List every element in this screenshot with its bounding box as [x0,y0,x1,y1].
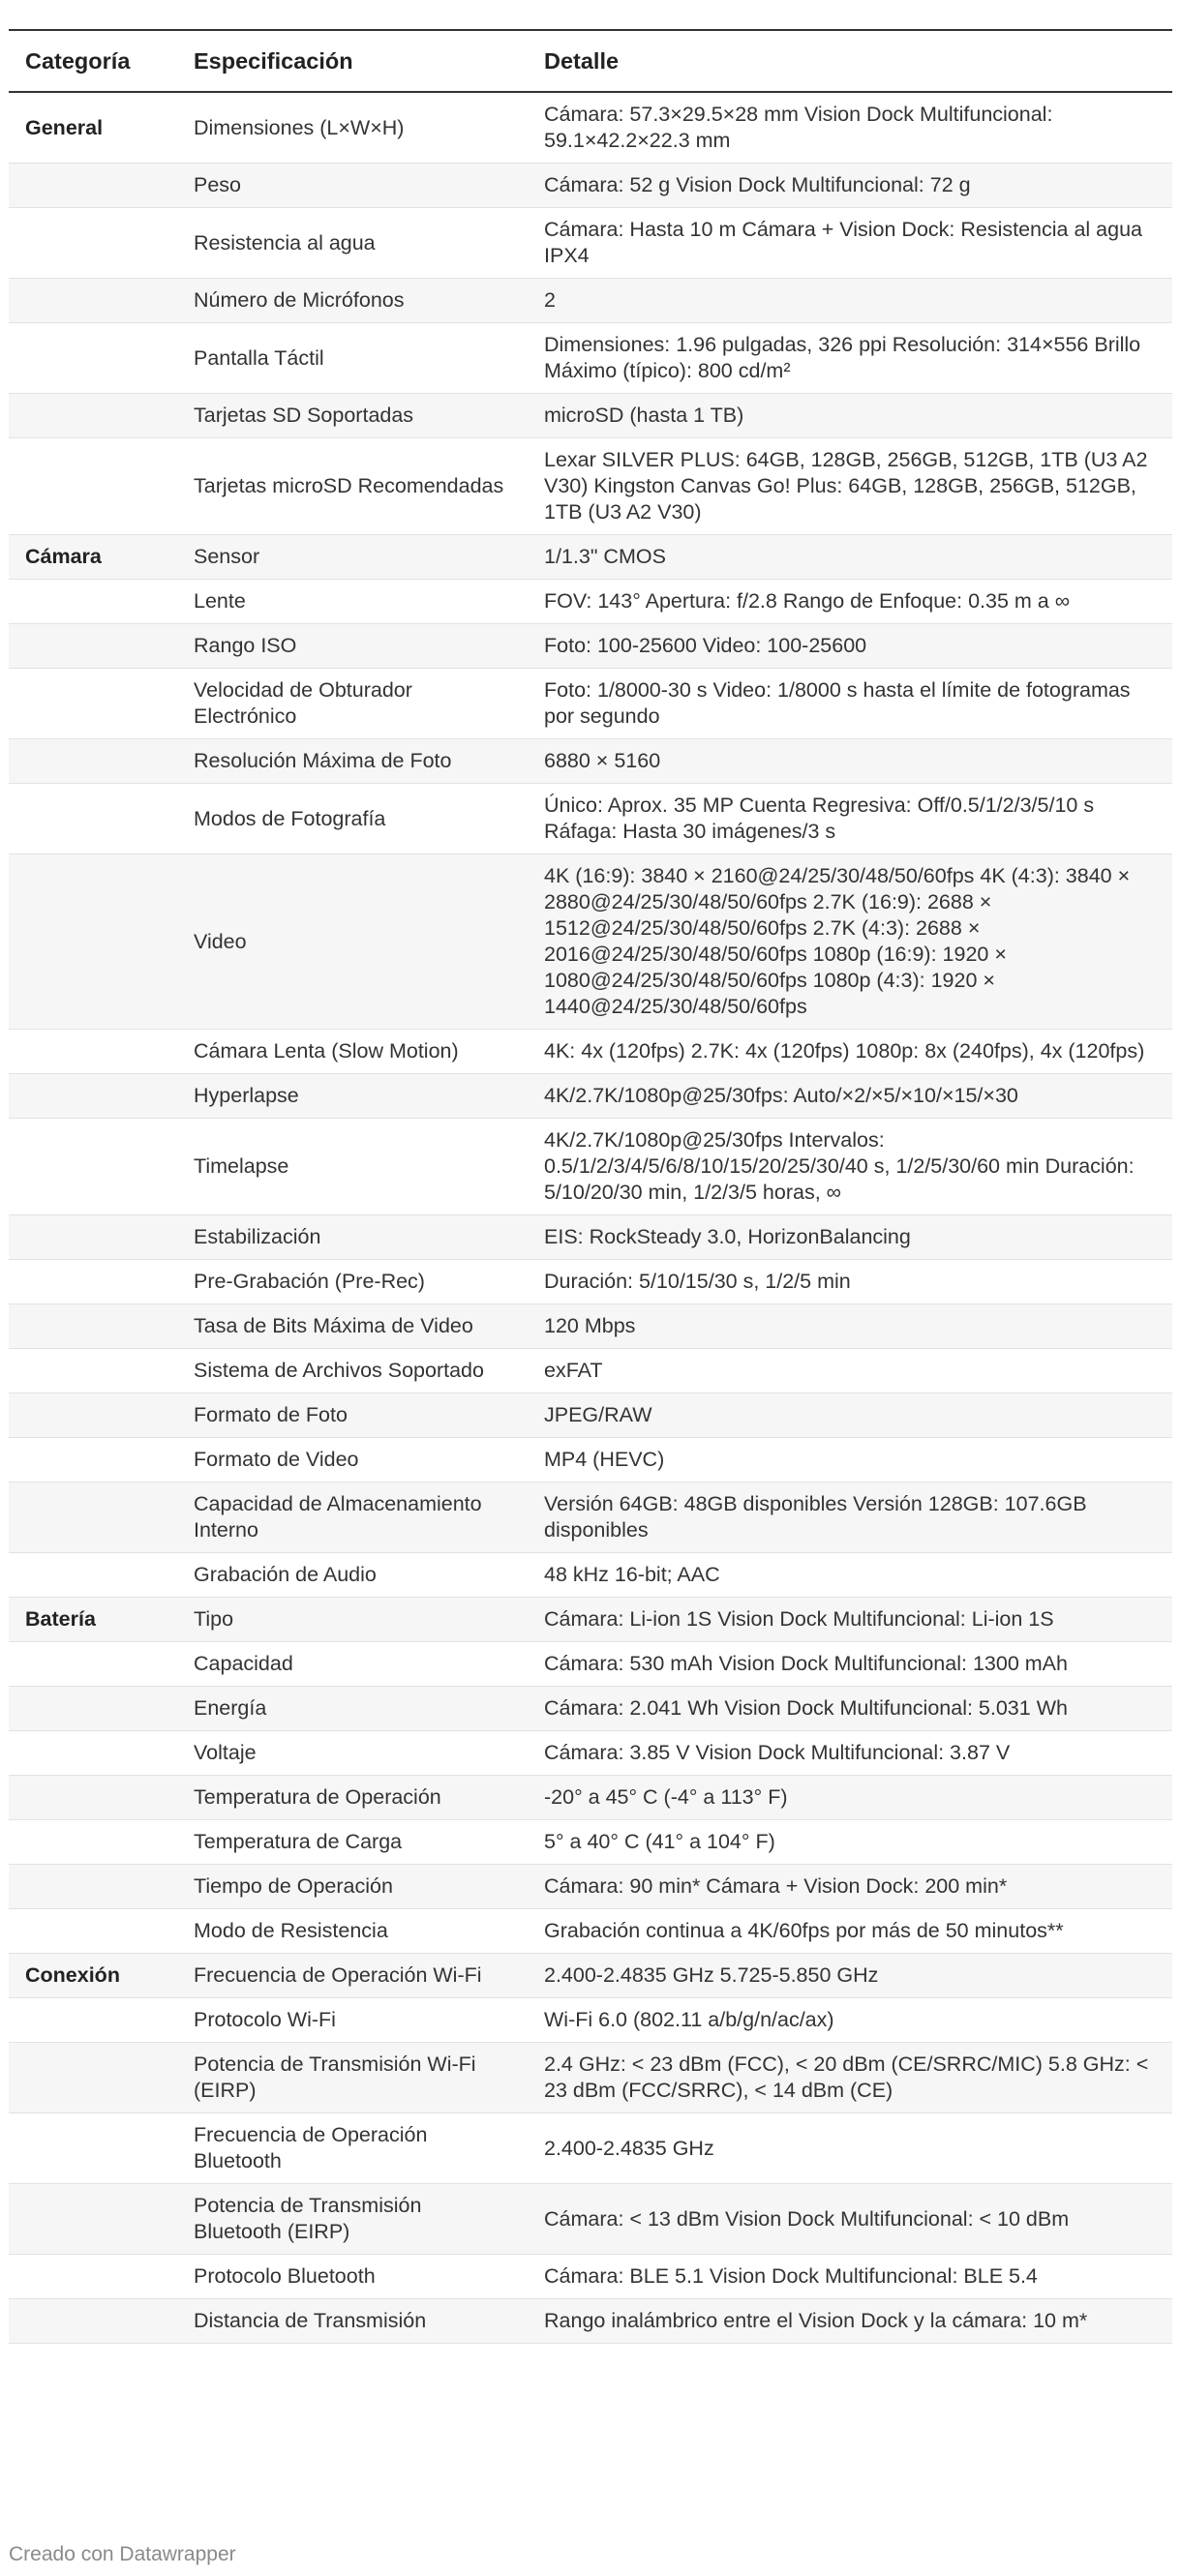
category-cell [9,1865,177,1909]
detail-cell: exFAT [528,1349,1172,1393]
detail-cell: Lexar SILVER PLUS: 64GB, 128GB, 256GB, 512GB, 1TB (U3 A2 V30) Kingston Canvas Go! Plus: 64GB, 128GB, 256GB, 512GB, 1TB (U3 A2 V30) [528,438,1172,535]
category-cell [9,164,177,208]
category-cell: Conexión [9,1954,177,1998]
datawrapper-credit[interactable]: Creado con Datawrapper [9,2543,236,2565]
category-cell [9,1349,177,1393]
category-cell [9,279,177,323]
category-cell: General [9,92,177,164]
spec-cell: Video [177,854,528,1030]
detail-cell: 48 kHz 16-bit; AAC [528,1553,1172,1598]
table-row [9,2113,1172,2184]
category-cell [9,1642,177,1687]
spec-cell: Sistema de Archivos Soportado [177,1349,528,1393]
spec-table [9,29,1172,2344]
spec-cell: Frecuencia de Operación Bluetooth [177,2113,528,2184]
table-row [9,1030,1172,1074]
category-cell [9,1260,177,1304]
spec-cell: Voltaje [177,1731,528,1776]
spec-cell: Potencia de Transmisión Wi-Fi (EIRP) [177,2043,528,2113]
spec-cell: Capacidad [177,1642,528,1687]
table-row [9,208,1172,279]
category-cell [9,2299,177,2344]
table-row [9,164,1172,208]
table-body [9,92,1172,2344]
detail-cell: Grabación continua a 4K/60fps por más de 50 minutos** [528,1909,1172,1954]
table-row [9,438,1172,535]
detail-cell: 120 Mbps [528,1304,1172,1349]
spec-cell: Tipo [177,1598,528,1642]
table-row [9,1776,1172,1820]
detail-cell: Dimensiones: 1.96 pulgadas, 326 ppi Resolución: 314×556 Brillo Máximo (típico): 800 cd/m² [528,323,1172,394]
detail-cell: 6880 × 5160 [528,739,1172,784]
detail-cell: microSD (hasta 1 TB) [528,394,1172,438]
table-row [9,394,1172,438]
spec-cell: Cámara Lenta (Slow Motion) [177,1030,528,1074]
detail-cell: Cámara: 530 mAh Vision Dock Multifuncional: 1300 mAh [528,1642,1172,1687]
detail-cell: Cámara: 3.85 V Vision Dock Multifuncional: 3.87 V [528,1731,1172,1776]
detail-cell: 4K/2.7K/1080p@25/30fps Intervalos: 0.5/1/2/3/4/5/6/8/10/15/20/25/30/40 s, 1/2/5/30/60 min Duración: 5/10/20/30 min, 1/2/3/5 horas, ∞ [528,1119,1172,1215]
detail-cell: 2.400-2.4835 GHz [528,2113,1172,2184]
table-row [9,624,1172,669]
spec-cell: Distancia de Transmisión [177,2299,528,2344]
detail-cell: MP4 (HEVC) [528,1438,1172,1483]
table-row [9,1074,1172,1119]
detail-cell: 5° a 40° C (41° a 104° F) [528,1820,1172,1865]
category-cell: Cámara [9,535,177,580]
spec-cell: Rango ISO [177,624,528,669]
category-cell [9,784,177,854]
spec-cell: Formato de Foto [177,1393,528,1438]
detail-cell: Cámara: 57.3×29.5×28 mm Vision Dock Multifuncional: 59.1×42.2×22.3 mm [528,92,1172,164]
category-cell [9,1731,177,1776]
detail-cell: FOV: 143° Apertura: f/2.8 Rango de Enfoque: 0.35 m a ∞ [528,580,1172,624]
table-row [9,854,1172,1030]
detail-cell: 2.400-2.4835 GHz 5.725-5.850 GHz [528,1954,1172,1998]
detail-cell: -20° a 45° C (-4° a 113° F) [528,1776,1172,1820]
table-row [9,1820,1172,1865]
spec-cell: Hyperlapse [177,1074,528,1119]
table-row [9,1483,1172,1553]
spec-cell: Tiempo de Operación [177,1865,528,1909]
detail-cell: Versión 64GB: 48GB disponibles Versión 128GB: 107.6GB disponibles [528,1483,1172,1553]
table-row [9,1349,1172,1393]
header-detalle: Detalle [528,30,1172,92]
spec-cell: Tarjetas SD Soportadas [177,394,528,438]
spec-cell: Formato de Video [177,1438,528,1483]
table-row [9,1642,1172,1687]
spec-cell: Pantalla Táctil [177,323,528,394]
table-row [9,784,1172,854]
table-row [9,2299,1172,2344]
detail-cell: 4K (16:9): 3840 × 2160@24/25/30/48/50/60fps 4K (4:3): 3840 × 2880@24/25/30/48/50/60fps 2.7K (16:9): 2688 × 1512@24/25/30/48/50/60fps 2.7K (4:3): 2688 × 2016@24/25/30/48/50/60fps 1080p (16:9): 1920 × 1080@24/25/30/48/50/60fps 1080p (4:3): 1920 × 1440@24/25/30/48/50/60fps [528,854,1172,1030]
spec-cell: Dimensiones (L×W×H) [177,92,528,164]
spec-cell: Velocidad de Obturador Electrónico [177,669,528,739]
detail-cell: Cámara: Li-ion 1S Vision Dock Multifuncional: Li-ion 1S [528,1598,1172,1642]
table-row [9,1553,1172,1598]
table-row [9,669,1172,739]
detail-cell: Duración: 5/10/15/30 s, 1/2/5 min [528,1260,1172,1304]
spec-cell: Tarjetas microSD Recomendadas [177,438,528,535]
category-cell [9,1820,177,1865]
category-cell [9,1074,177,1119]
table-row [9,2184,1172,2255]
category-cell [9,1776,177,1820]
category-cell [9,438,177,535]
header-categoria: Categoría [9,30,177,92]
category-cell [9,669,177,739]
category-cell [9,1215,177,1260]
detail-cell: Cámara: < 13 dBm Vision Dock Multifuncional: < 10 dBm [528,2184,1172,2255]
category-cell [9,624,177,669]
table-row [9,1215,1172,1260]
table-row [9,279,1172,323]
table-row [9,1909,1172,1954]
table-row [9,580,1172,624]
spec-cell: Resolución Máxima de Foto [177,739,528,784]
detail-cell: Foto: 1/8000-30 s Video: 1/8000 s hasta el límite de fotogramas por segundo [528,669,1172,739]
spec-cell: Número de Micrófonos [177,279,528,323]
category-cell [9,1438,177,1483]
spec-cell: Resistencia al agua [177,208,528,279]
header-especificacion: Especificación [177,30,528,92]
category-cell [9,1998,177,2043]
category-cell [9,2255,177,2299]
detail-cell: 4K/2.7K/1080p@25/30fps: Auto/×2/×5/×10/×15/×30 [528,1074,1172,1119]
spec-cell: Timelapse [177,1119,528,1215]
table-row [9,1393,1172,1438]
category-cell [9,323,177,394]
table-row [9,2043,1172,2113]
category-cell [9,1119,177,1215]
detail-cell: Cámara: 2.041 Wh Vision Dock Multifuncional: 5.031 Wh [528,1687,1172,1731]
table-row [9,1598,1172,1642]
table-row [9,1998,1172,2043]
category-cell [9,1030,177,1074]
detail-cell: 2.4 GHz: < 23 dBm (FCC), < 20 dBm (CE/SRRC/MIC) 5.8 GHz: < 23 dBm (FCC/SRRC), < 14 dBm (CE) [528,2043,1172,2113]
spec-cell: Tasa de Bits Máxima de Video [177,1304,528,1349]
table-row [9,1687,1172,1731]
detail-cell: Cámara: BLE 5.1 Vision Dock Multifuncional: BLE 5.4 [528,2255,1172,2299]
detail-cell: 1/1.3" CMOS [528,535,1172,580]
category-cell [9,2184,177,2255]
category-cell [9,394,177,438]
table-row [9,1731,1172,1776]
spec-cell: Modos de Fotografía [177,784,528,854]
table-row [9,739,1172,784]
spec-cell: Capacidad de Almacenamiento Interno [177,1483,528,1553]
spec-cell: Peso [177,164,528,208]
table-row [9,323,1172,394]
spec-cell: Pre-Grabación (Pre-Rec) [177,1260,528,1304]
detail-cell: Cámara: 52 g Vision Dock Multifuncional: 72 g [528,164,1172,208]
spec-cell: Protocolo Wi-Fi [177,1998,528,2043]
table-header [9,30,1172,92]
spec-cell: Energía [177,1687,528,1731]
category-cell [9,208,177,279]
spec-cell: Grabación de Audio [177,1553,528,1598]
spec-cell: Temperatura de Operación [177,1776,528,1820]
spec-cell: Protocolo Bluetooth [177,2255,528,2299]
detail-cell: JPEG/RAW [528,1393,1172,1438]
table-row [9,1260,1172,1304]
category-cell [9,1553,177,1598]
spec-cell: Modo de Resistencia [177,1909,528,1954]
spec-cell: Temperatura de Carga [177,1820,528,1865]
header-row [9,30,1172,92]
category-cell [9,1304,177,1349]
category-cell [9,854,177,1030]
table-row [9,1438,1172,1483]
category-cell [9,1483,177,1553]
detail-cell: 2 [528,279,1172,323]
detail-cell: Foto: 100-25600 Video: 100-25600 [528,624,1172,669]
detail-cell: Cámara: 90 min* Cámara + Vision Dock: 200 min* [528,1865,1172,1909]
detail-cell: Cámara: Hasta 10 m Cámara + Vision Dock: Resistencia al agua IPX4 [528,208,1172,279]
table-row [9,1954,1172,1998]
table-row [9,92,1172,164]
spec-cell: Potencia de Transmisión Bluetooth (EIRP) [177,2184,528,2255]
detail-cell: Único: Aprox. 35 MP Cuenta Regresiva: Off/0.5/1/2/3/5/10 s Ráfaga: Hasta 30 imágenes/3 s [528,784,1172,854]
category-cell [9,2113,177,2184]
category-cell: Batería [9,1598,177,1642]
table-row [9,1119,1172,1215]
category-cell [9,1393,177,1438]
table-row [9,535,1172,580]
detail-cell: Rango inalámbrico entre el Vision Dock y la cámara: 10 m* [528,2299,1172,2344]
detail-cell: EIS: RockSteady 3.0, HorizonBalancing [528,1215,1172,1260]
category-cell [9,1909,177,1954]
category-cell [9,580,177,624]
category-cell [9,1687,177,1731]
category-cell [9,739,177,784]
spec-cell: Lente [177,580,528,624]
spec-cell: Sensor [177,535,528,580]
table-row [9,1865,1172,1909]
table-row [9,2255,1172,2299]
table-row [9,1304,1172,1349]
detail-cell: 4K: 4x (120fps) 2.7K: 4x (120fps) 1080p: 8x (240fps), 4x (120fps) [528,1030,1172,1074]
spec-cell: Estabilización [177,1215,528,1260]
category-cell [9,2043,177,2113]
detail-cell: Wi-Fi 6.0 (802.11 a/b/g/n/ac/ax) [528,1998,1172,2043]
spec-cell: Frecuencia de Operación Wi-Fi [177,1954,528,1998]
